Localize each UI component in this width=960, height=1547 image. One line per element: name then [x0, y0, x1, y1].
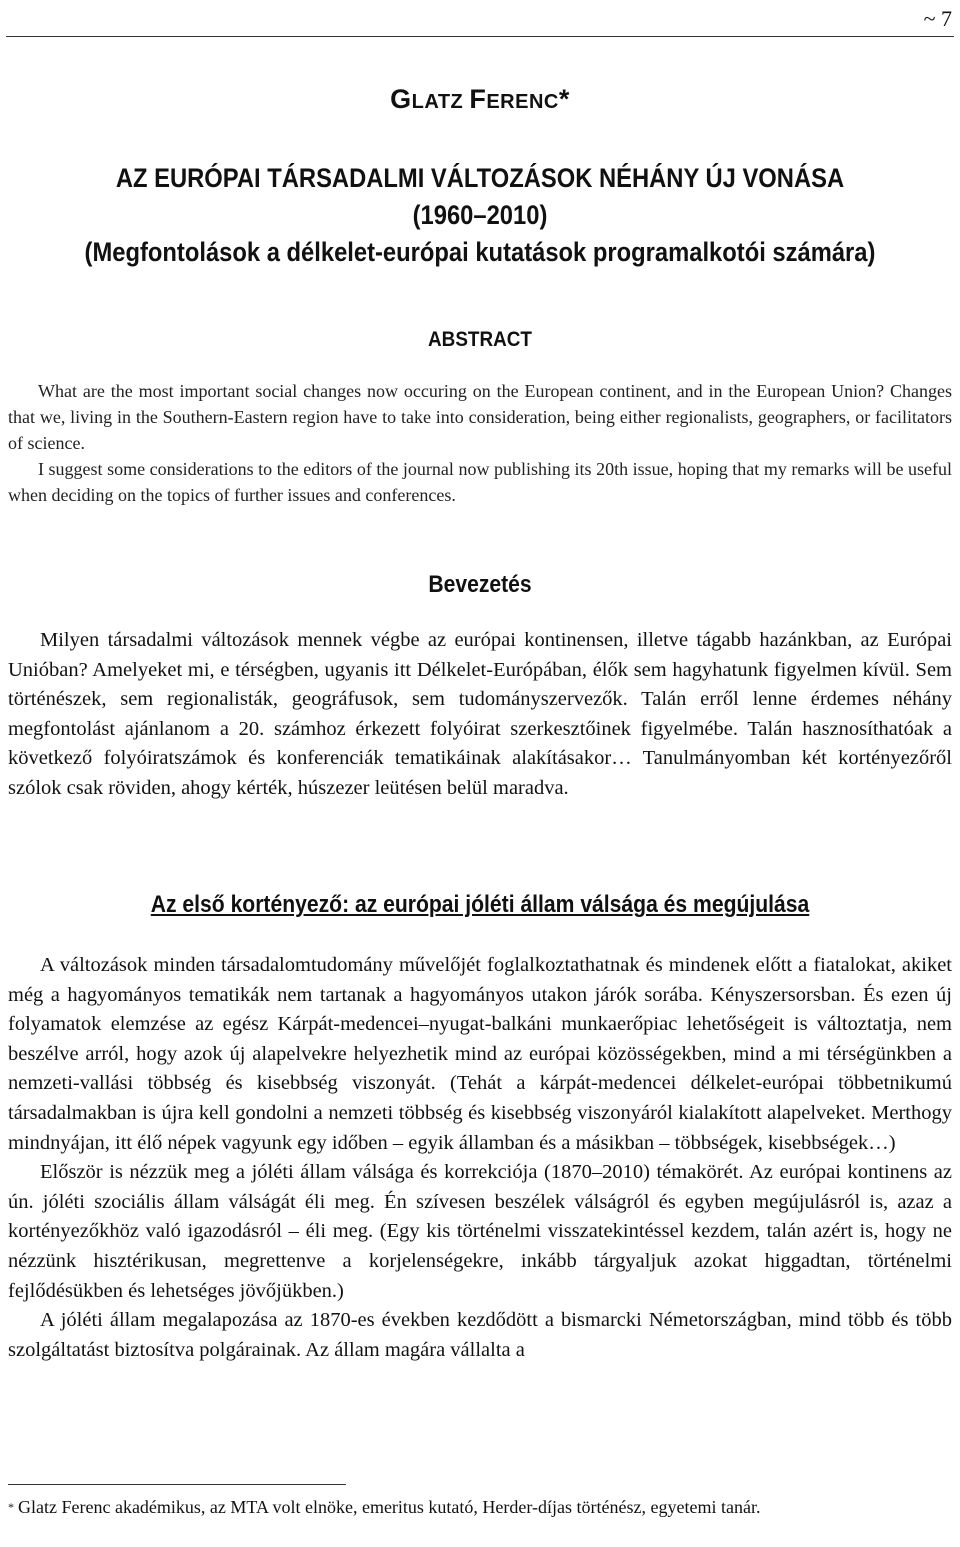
page-header — [6, 0, 954, 37]
paper-title — [58, 160, 903, 271]
title-line-2: (1960–2010) — [412, 200, 548, 230]
abstract-paragraph-1: What are the most important social changes now occuring on the European continent, and in the European Union? Changes that we, living in the Southern-Eastern region have to take into consideration, being either regionalists, geographers, or facilitators of science. — [8, 381, 952, 453]
abstract-heading: ABSTRACT — [428, 328, 532, 351]
title-line-3: (Megfontolások a délkelet-európai kutatások programalkotói számára) — [84, 237, 876, 267]
first-factor-paragraph-2: Először is nézzük meg a jóléti állam válsága és korrekciója (1870–2010) témakörét. Az európai kontinens az ún. jóléti szociális állam válságát éli meg. Én szívesen beszélek válságról és egyben megújulásról is, azaz a kortényezőkhöz való igazodásról – éli meg. (Egy kis történelmi visszatekintéssel kezdem, talán azért is, hogy ne nézzünk hisztérikusan, megrettenve a korjelenségekre, inkább tárgyaljuk azokat higgadtan, történelmi fejlődésükben és lehetséges jövőjükben.) — [8, 1161, 952, 1302]
author-initial: G — [390, 84, 412, 114]
first-factor-paragraph-1: A változások minden társadalomtudomány művelőjét foglalkoztathatnak és mindenek előtt a fiatalokat, akiket még a hagyományos tematikák nem tartanak a hagyományos utakon járók sorába. Kényszersorsban. És ezen új folyamatok elemzése az egész Kárpát-medencei–nyugat-balkáni munkaerőpiac lehetőségeit is változtatja, nem beszélve arról, hogy azok új alapelvekre helyezhetik mind az európai közösségekben, mind a mi térségünkben a nemzeti-vallási többség és kisebbség viszonyát. (Tehát a kárpát-medencei délkelet-európai többetnikumú társadalmakban is újra kell gondolni a nemzeti többség és kisebbség viszonyáról kialakított alapelveket. Merthogy mindnyájan, itt élő népek vagyunk egy időben – egyik államban és a másikban – többségek, kisebbségek…) — [8, 954, 952, 1154]
author-footnote-mark: * — [558, 84, 570, 114]
section-heading-first-factor-text: Az első kortényező: az európai jóléti állam válsága és megújulása — [150, 891, 810, 918]
first-factor-paragraph-3: A jóléti állam megalapozása az 1870-es években kezdődött a bismarcki Németországban, mind több és több szolgáltatást biztosítva polgárainak. Az állam magára vállalta a — [8, 1309, 952, 1361]
abstract-body — [8, 378, 952, 508]
section-first-factor-body — [8, 951, 952, 1365]
title-line-1: AZ EURÓPAI TÁRSADALMI VÁLTOZÁSOK NÉHÁNY ÚJ VONÁSA — [115, 163, 845, 193]
section-intro-body — [8, 626, 952, 804]
footnote — [8, 1494, 952, 1521]
section-heading-intro: Bevezetés — [428, 571, 532, 598]
intro-paragraph-1: Milyen társadalmi változások mennek végbe az európai kontinensen, illetve tágabb hazánkban, az Európai Unióban? Amelyeket mi, e térségben, ugyanis itt Délkelet-Európában, élők sem hagyhatunk figyelmen kívül. Sem történészek, sem regionalisták, geográfusok, sem tudományszervezők. Talán erről lenne érdemes néhány megfontolást ajánlanom a 20. számhoz érkezett folyóirat szerkesztőinek figyelmébe. Talán hasznosíthatóak a következő folyóiratszámok és konferenciák tematikáinak alakításakor… Tanulmányomban két kortényezőről szólok csak röviden, ahogy kérték, húszezer leütésen belül maradva. — [8, 629, 952, 799]
section-heading-first-factor — [58, 891, 903, 919]
author-surname-rest: LATZ — [411, 91, 470, 113]
author-initial-2: F — [469, 84, 487, 114]
page-number: ~ 7 — [923, 6, 952, 31]
footnote-rule — [8, 1484, 346, 1485]
footnote-mark: * — [8, 1500, 14, 1514]
footnote-text: Glatz Ferenc akadémikus, az MTA volt elnöke, emeritus kutató, Herder-díjas történész, egyetemi tanár. — [18, 1497, 761, 1517]
author-name — [0, 84, 960, 115]
author-given-rest: ERENC — [486, 91, 559, 113]
abstract-paragraph-2: I suggest some considerations to the editors of the journal now publishing its 20th issue, hoping that my remarks will be useful when deciding on the topics of further issues and conferences. — [8, 459, 952, 505]
